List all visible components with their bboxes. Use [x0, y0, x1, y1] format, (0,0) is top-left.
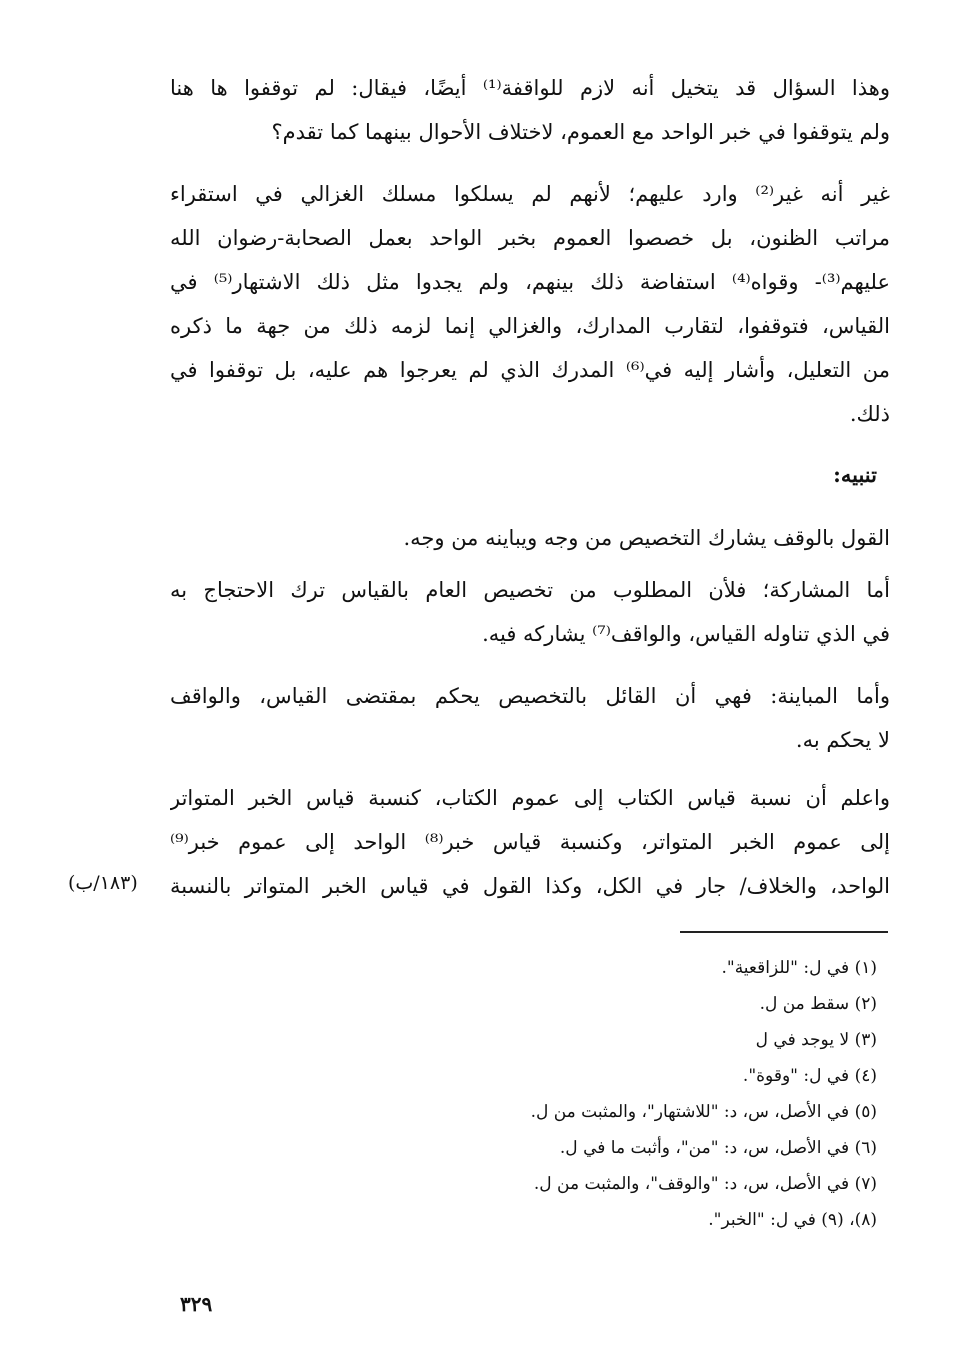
footnotes — [357, 950, 877, 1238]
paragraph-5-line-2: لا يحكم به. — [795, 728, 890, 752]
paragraph-2-line-4: القياس، فتوقفوا، لتقارب المدارك، والغزالي إنما لزمه ذلك من جهة ما ذكره — [170, 314, 890, 338]
footnote-1: (١) في ل: "للزاقعية". — [721, 958, 877, 978]
footnote-6: (٦) في الأصل، س، د: "من"، وأثبت ما في ل. — [559, 1138, 877, 1158]
section-heading: تنبيه: — [833, 462, 877, 487]
footnote-7: (٧) في الأصل، س، د: "والوقف"، والمثبت من ل. — [533, 1174, 877, 1194]
paragraph-3-line-1: القول بالوقف يشارك التخصيص من وجه ويباينه من وجه. — [403, 526, 890, 550]
paragraph-2 — [170, 172, 890, 436]
footnote-8-9: (٨)، (٩) في ل: "الخبر". — [708, 1210, 877, 1230]
paragraph-2-line-2: مراتب الظنون، بل خصصوا العموم بخبر الواحد بعمل الصحابة-رضوان الله — [170, 226, 890, 250]
footnote-2: (٢) سقط من ل. — [759, 994, 877, 1014]
paragraph-1-line-2: ولم يتوقفوا في خبر الواحد مع العموم، لاختلاف الأحوال بينهما كما تقدم؟ — [271, 120, 890, 144]
footnote-3: (٣) لا يوجد في ل — [755, 1030, 877, 1050]
paragraph-1-line-1: وهذا السؤال قد يتخيل أنه لازم للواقفة⁽¹⁾ أيضًا، فيقال: لم توقفوا ها هنا — [170, 76, 890, 100]
footnote-5: (٥) في الأصل، س، د: "للاشتهار"، والمثبت من ل. — [530, 1102, 877, 1122]
footnote-4: (٤) في ل: "وقوة". — [742, 1066, 877, 1086]
paragraph-1 — [170, 66, 890, 154]
manuscript-folio-reference: (١٨٣/ب) — [68, 872, 138, 894]
paragraph-2-line-3: عليهم⁽³⁾- وقواه⁽⁴⁾ استفاضة ذلك بينهم، ولم يجدوا مثل ذلك الاشتهار⁽⁵⁾ في — [170, 270, 890, 294]
paragraph-6 — [170, 776, 890, 908]
paragraph-4-line-2: في الذي تناوله القياس، والواقف⁽⁷⁾ يشاركه فيه. — [482, 622, 890, 646]
paragraph-2-line-1: غير أنه غير⁽²⁾ وارد عليهم؛ لأنهم لم يسلكوا مسلك الغزالي في استقراء — [170, 182, 890, 206]
paragraph-6-line-2: إلى عموم الخبر المتواتر، وكنسبة قياس خبر⁽⁸⁾ الواحد إلى عموم خبر⁽⁹⁾ — [170, 830, 890, 854]
footnote-separator — [680, 931, 888, 933]
paragraph-5 — [170, 674, 890, 762]
paragraph-4 — [170, 568, 890, 656]
paragraph-6-line-3: الواحد، والخلاف/ جار في الكل، وكذا القول في قياس الخبر المتواتر بالنسبة — [170, 874, 890, 898]
paragraph-2-line-6: ذلك. — [849, 402, 890, 426]
paragraph-5-line-1: وأما المباينة: فهي أن القائل بالتخصيص يحكم بمقتضى القياس، والواقف — [170, 684, 890, 708]
paragraph-4-line-1: أما المشاركة؛ فلأن المطلوب من تخصيص العام بالقياس ترك الاحتجاج به — [170, 578, 890, 602]
paragraph-3 — [170, 516, 890, 560]
paragraph-2-line-5: من التعليل، وأشار إليه في⁽⁶⁾ المدرك الذي لم يعرجوا هم عليه، بل توقفوا في — [170, 358, 890, 382]
page-number: ٣٢٩ — [180, 1292, 213, 1316]
paragraph-6-line-1: واعلم أن نسبة قياس الكتاب إلى عموم الكتاب، كنسبة قياس الخبر المتواتر — [170, 786, 890, 810]
